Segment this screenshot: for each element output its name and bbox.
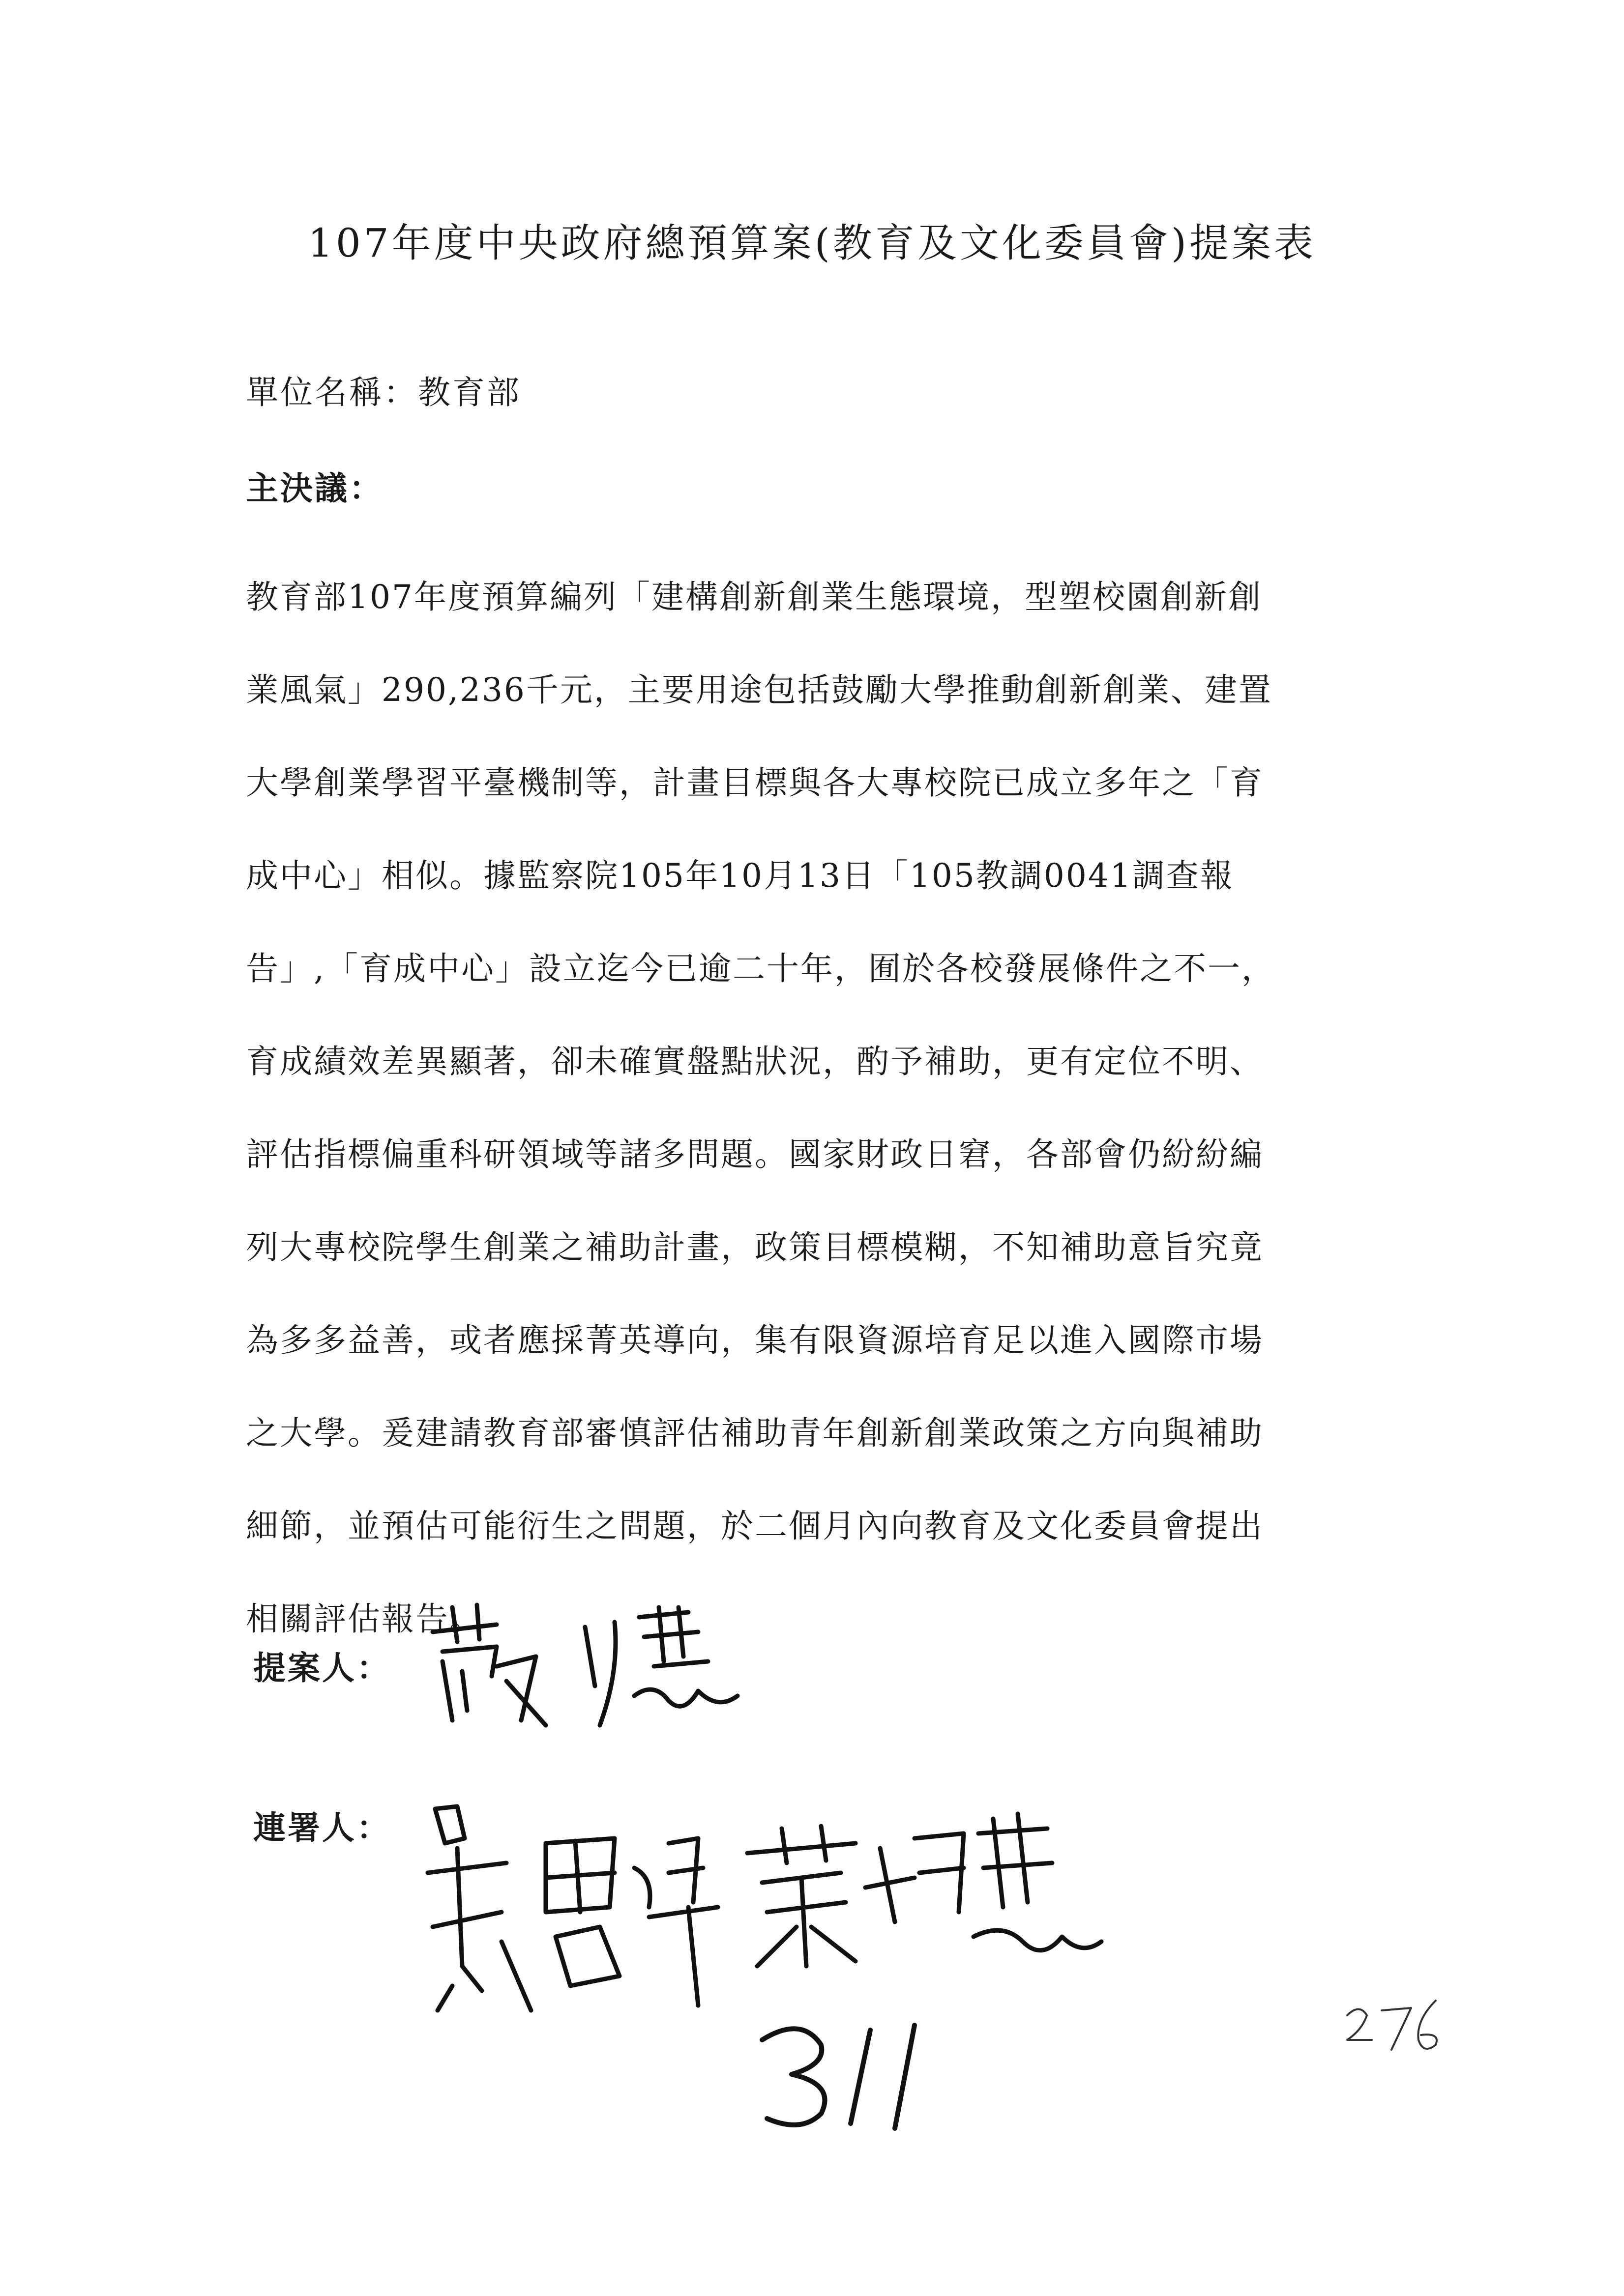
document-title: 107年度中央政府總預算案(教育及文化委員會)提案表 bbox=[307, 220, 1317, 266]
unit-name-line: 單位名稱：教育部 bbox=[246, 374, 521, 411]
body-line: 業風氣」290,236千元，主要用途包括鼓勵大學推動創新創業、建置 bbox=[246, 671, 1272, 709]
body-line: 細節，並預估可能衍生之問題，於二個月內向教育及文化委員會提出 bbox=[246, 1507, 1264, 1545]
body-line: 之大學。爰建請教育部審慎評估補助青年創新創業政策之方向與補助 bbox=[246, 1414, 1264, 1452]
cosigner-label: 連署人： bbox=[253, 1809, 391, 1847]
main-resolution-label: 主決議： bbox=[246, 469, 384, 507]
body-line: 育成績效差異顯著，卻未確實盤點狀況，酌予補助，更有定位不明、 bbox=[246, 1043, 1264, 1080]
cosigner-signatures bbox=[423, 1779, 1210, 2035]
body-line: 列大專校院學生創業之補助計畫，政策目標模糊，不知補助意旨究竟 bbox=[246, 1228, 1264, 1266]
handwritten-small-page-number bbox=[1337, 1991, 1446, 2060]
resolution-body bbox=[246, 551, 1387, 1665]
body-line: 大學創業學習平臺機制等，計畫目標與各大專校院已成立多年之「育 bbox=[246, 764, 1264, 802]
body-line: 為多多益善，或者應採菁英導向，集有限資源培育足以進入國際市場 bbox=[246, 1321, 1264, 1359]
proposer-signature bbox=[423, 1598, 767, 1745]
body-line: 相關評估報告。 bbox=[246, 1600, 483, 1638]
body-line: 教育部107年度預算編列「建構創新創業生態環境，型塑校園創新創 bbox=[246, 578, 1262, 616]
handwritten-page-number bbox=[747, 2010, 954, 2138]
body-line: 告」,「育成中心」設立迄今已逾二十年，囿於各校發展條件之不一， bbox=[246, 950, 1275, 988]
body-line: 成中心」相似。據監察院105年10月13日「105教調0041調查報 bbox=[246, 857, 1234, 895]
body-line: 評估指標偏重科研領域等諸多問題。國家財政日窘，各部會仍紛紛編 bbox=[246, 1135, 1264, 1173]
proposer-label: 提案人： bbox=[253, 1649, 391, 1687]
